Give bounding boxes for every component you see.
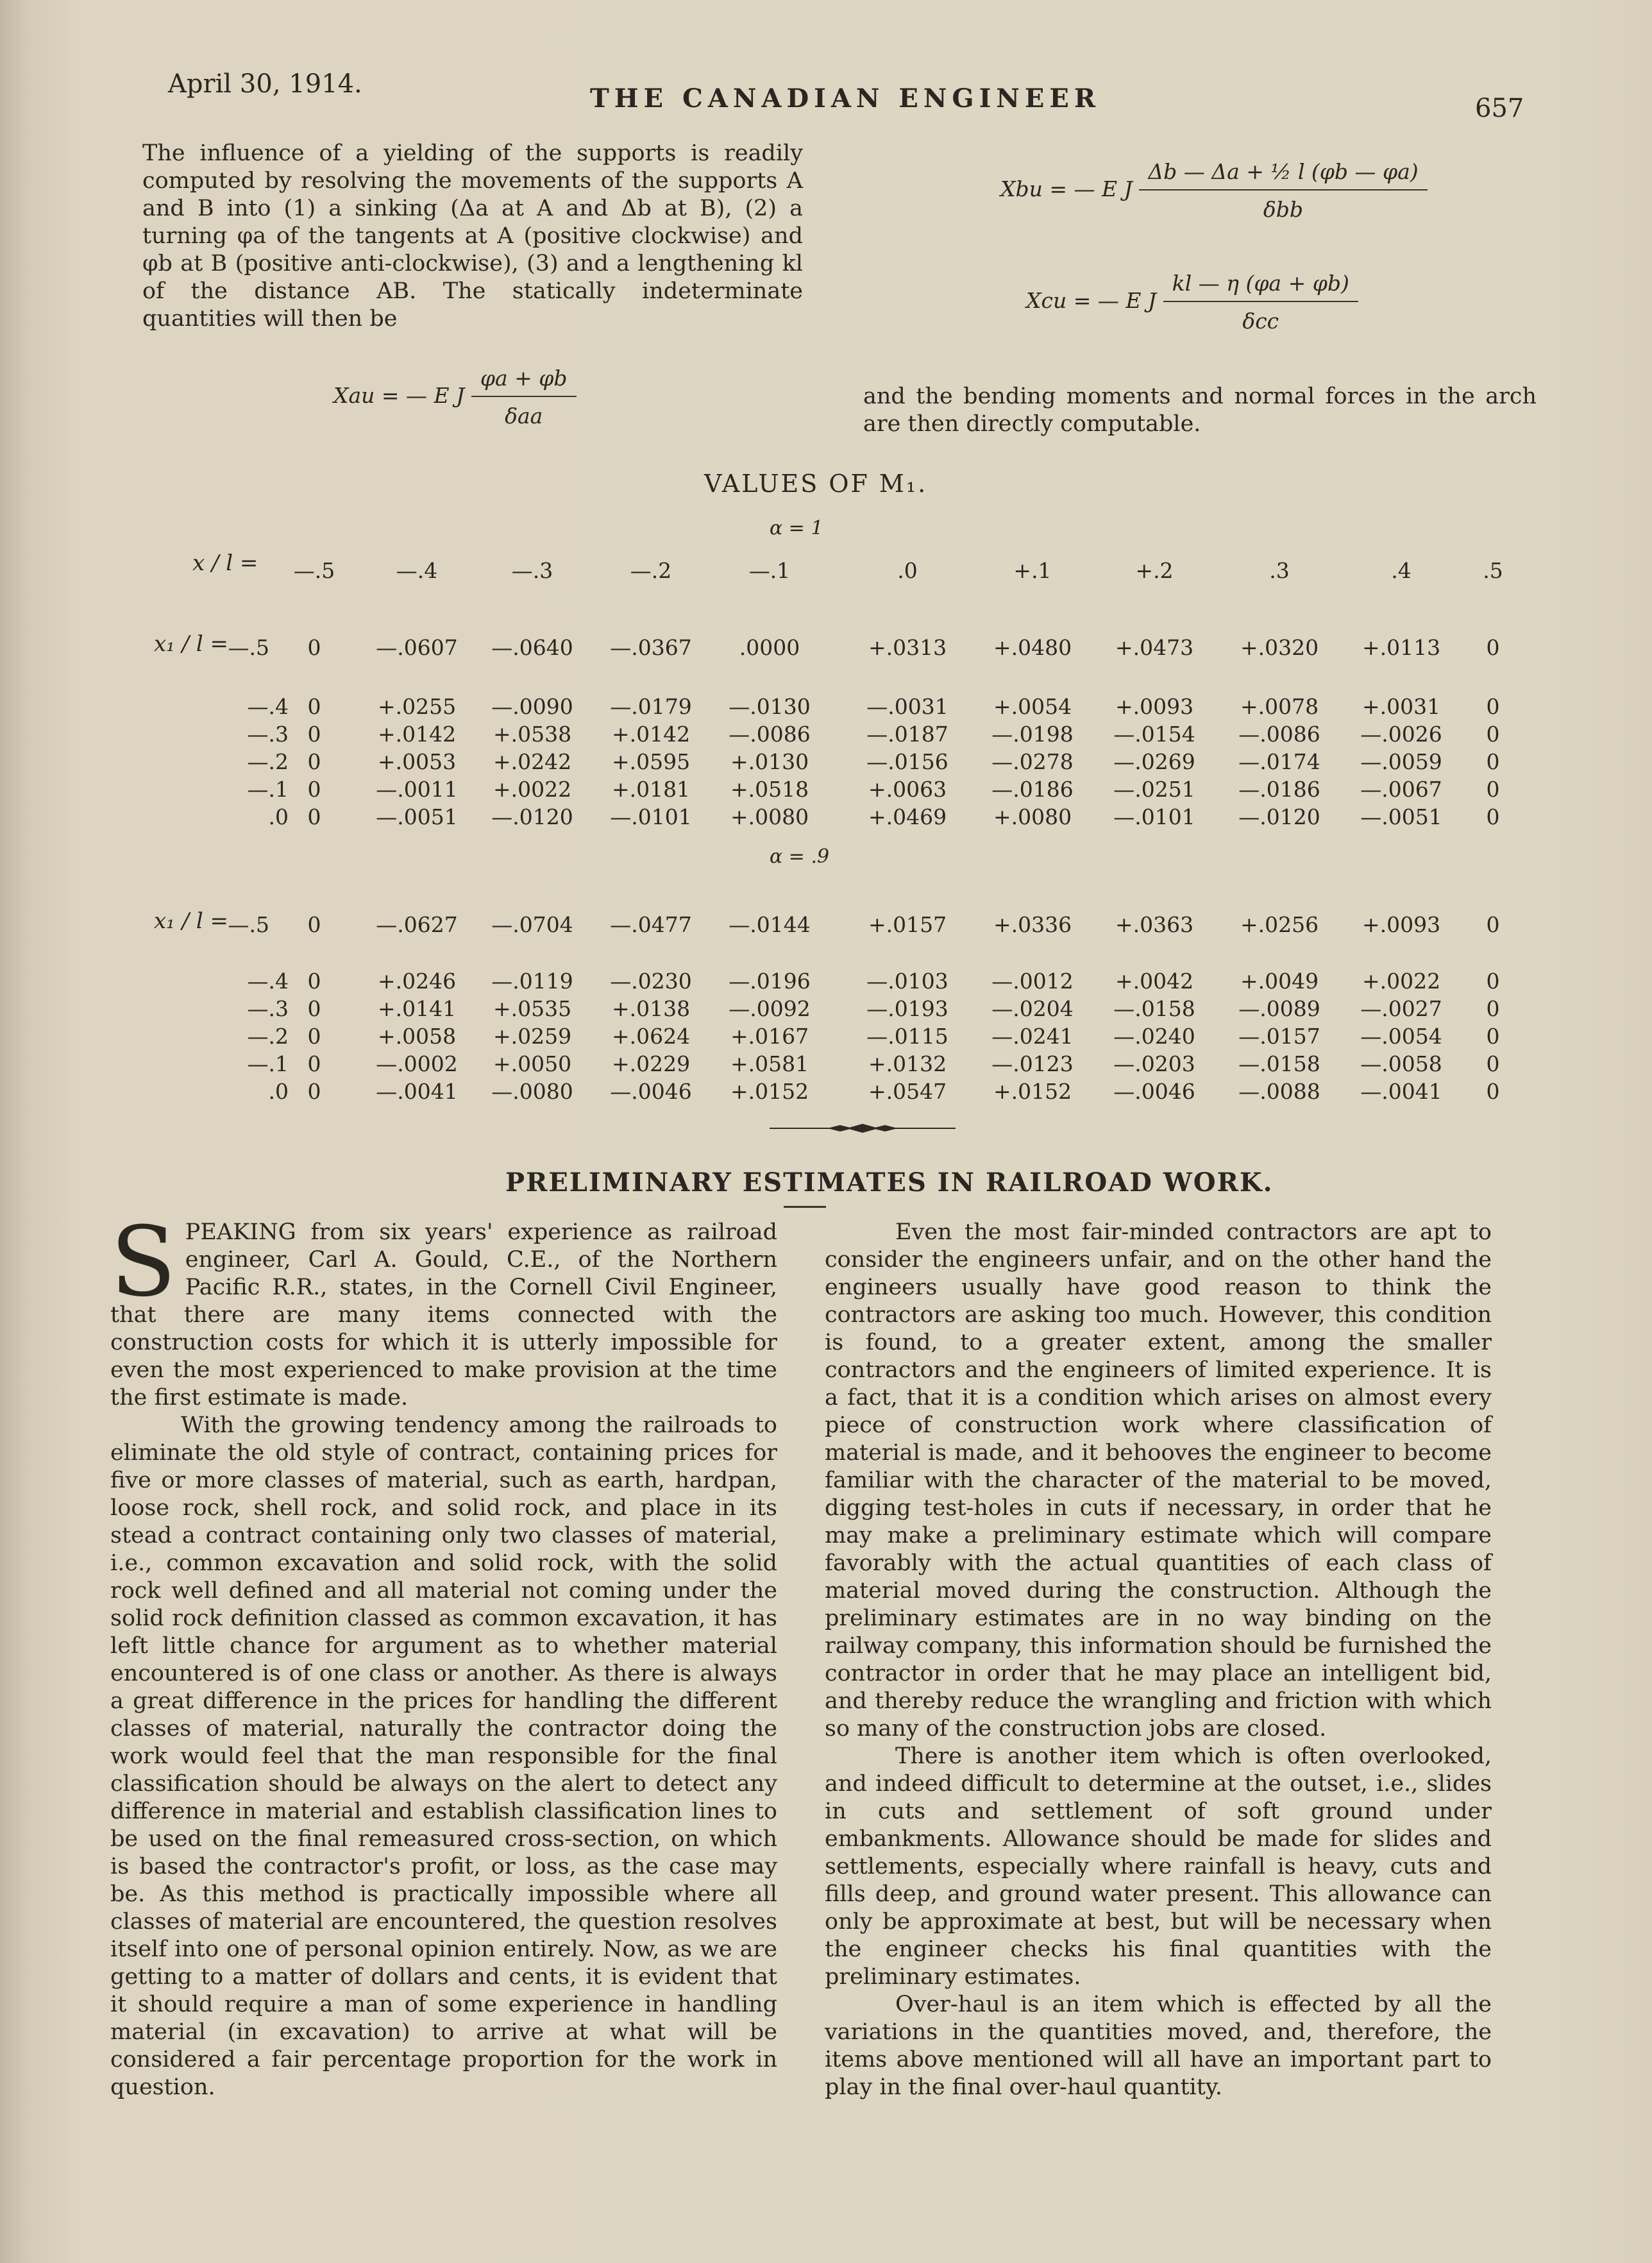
table-cell: +.0242 (493, 749, 572, 774)
column-header: +.2 (1135, 558, 1174, 583)
article-right-column (825, 1219, 1492, 2101)
table-cell: —.0054 (1360, 1024, 1442, 1049)
formula-xbu-lhs: Xbu = — E J (1000, 176, 1133, 201)
table-cell: —.0115 (866, 1024, 948, 1049)
formula-xcu-numerator: kl — η (φa + φb) (1163, 271, 1358, 302)
table-title: VALUES OF M₁. (704, 470, 928, 498)
table-cell: —.0059 (1360, 749, 1442, 774)
table-cell: —.0120 (1238, 804, 1320, 829)
table-cell: —.0031 (866, 694, 948, 719)
table-cell: +.0229 (611, 1051, 691, 1076)
table-cell: +.0031 (1361, 694, 1441, 719)
table-cell: —.0123 (991, 1051, 1074, 1076)
table-cell: +.0113 (1361, 635, 1441, 660)
article-paragraph-2: With the growing tendency among the railroads to eliminate the old style of contract, containing prices for five or more classes of material, such as earth, hardpan, loose rock, shell rock, and solid rock, and place in its stead a contract containing only two classes of material, i.e., common excavation and solid rock, with the solid rock well defined and all material not coming under the solid rock definition classed as common excavation, it has left little chance for argument as to whether material encountered is of one class or another. As there is always a great difference in the prices for handling the different classes of material, naturally the contractor doing the work would feel that the man responsible for the final classification should be always on the alert to detect any difference in material and establish classification lines to be used on the final remeasured cross-section, on which is based the contractor's profit, or loss, as the case may be. As this method is practically impossible where all classes of material are encountered, the question resolves itself into one of personal opinion entirely. Now, as we are getting to a matter of dollars and cents, it is evident that it should require a man of some experience in handling material (in excavation) to arrive at what will be considered a fair percentage proportion for the work in question. (110, 1412, 777, 2100)
table-cell: —.0640 (491, 635, 573, 660)
table-cell: +.0132 (868, 1051, 947, 1076)
table-cell: —.0186 (1238, 777, 1320, 802)
table-cell: —.0026 (1360, 722, 1442, 747)
table-cell: 0 (307, 749, 321, 774)
table-cell: +.0050 (493, 1051, 572, 1076)
table-cell: —.0278 (991, 749, 1074, 774)
formula-xcu-lhs: Xcu = — E J (1026, 288, 1157, 313)
table-cell: +.0063 (868, 777, 947, 802)
table-cell: +.0595 (611, 749, 691, 774)
table-cell: +.0256 (1240, 912, 1319, 937)
table-cell: +.0336 (993, 912, 1072, 937)
table-cell: +.0080 (730, 804, 809, 829)
column-header: —.1 (748, 558, 791, 583)
table-cell: 0 (1486, 694, 1500, 719)
table-cell: +.0255 (377, 694, 457, 719)
table-cell: —.0230 (610, 969, 692, 994)
table-cell: +.0246 (377, 969, 457, 994)
table-cell: —.0080 (491, 1079, 573, 1104)
table-cell: +.0022 (493, 777, 572, 802)
title-rule (784, 1206, 826, 1208)
table-cell: 0 (307, 694, 321, 719)
table-cell: +.0167 (730, 1024, 809, 1049)
formula-xcu (1026, 271, 1358, 334)
formula-xau (333, 366, 577, 428)
table-cell: —.0627 (376, 912, 458, 937)
formula-xau-numerator: φa + φb (471, 366, 577, 397)
table-cell: +.0054 (993, 694, 1072, 719)
table-cell: +.0535 (493, 996, 572, 1021)
table-cell: 0 (1486, 996, 1500, 1021)
table-cell: +.0141 (377, 996, 457, 1021)
alpha-label-2: α = .9 (770, 845, 830, 868)
row-header: —.1 (247, 777, 289, 802)
table-cell: —.0130 (729, 694, 811, 719)
table-cell: —.0269 (1113, 749, 1195, 774)
row-header: —.5 (228, 912, 269, 937)
table-cell: +.0078 (1240, 694, 1319, 719)
issue-date: April 30, 1914. (168, 69, 362, 99)
table-cell: —.0119 (491, 969, 573, 994)
journal-title: THE CANADIAN ENGINEER (590, 83, 1101, 114)
column-header: —.4 (396, 558, 438, 583)
table-cell: —.0012 (991, 969, 1074, 994)
table-cell: +.0053 (377, 749, 457, 774)
x-ratio-label: x / l = (192, 550, 258, 576)
table-cell: —.0179 (610, 694, 692, 719)
formula-xbu-numerator: Δb — Δa + ½ l (φb — φa) (1139, 159, 1427, 191)
table-cell: 0 (1486, 1079, 1500, 1104)
table-cell: —.0103 (866, 969, 948, 994)
table-cell: —.0090 (491, 694, 573, 719)
formula-note: and the bending moments and normal forces in the arch are then directly computable. (863, 384, 1537, 437)
table-cell: 0 (307, 722, 321, 747)
table-cell: —.0086 (1238, 722, 1320, 747)
table-cell: 0 (1486, 777, 1500, 802)
table-cell: —.0607 (376, 635, 458, 660)
row-header: —.4 (247, 694, 289, 719)
table-cell: —.0041 (1360, 1079, 1442, 1104)
article-paragraph-3: Even the most fair-minded contractors are apt to consider the engineers unfair, and on the other hand the engineers usually have good reason to think the contractors are asking too much. However, this condition is found, to a greater extent, among the smaller contractors and the engineers of limited experience. It is a fact, that it is a condition which arises on almost every piece of construction work where classification of material is made, and it behooves the engineer to become familiar with the character of the material to be moved, digging test-holes in cuts if necessary, in order that he may make a preliminary estimate which will compare favorably with the actual quantities of each class of material moved during the construction. Although the preliminary estimates are in no way binding on the railway company, this information should be furnished the contractor in order that he may place an intelligent bid, and thereby reduce the wrangling and friction with which so many of the construction jobs are closed. (825, 1219, 1492, 1742)
x1-ratio-label: x₁ / l = (154, 908, 229, 934)
row-header: —.5 (228, 635, 269, 660)
table-cell: +.0313 (868, 635, 947, 660)
formula-xau-fraction (471, 366, 577, 428)
table-cell: —.0157 (1238, 1024, 1320, 1049)
table-cell: +.0080 (993, 804, 1072, 829)
table-cell: 0 (307, 969, 321, 994)
table-cell: +.0518 (730, 777, 809, 802)
table-cell: +.0259 (493, 1024, 572, 1049)
article-left-column (110, 1207, 777, 2101)
table-cell: —.0156 (866, 749, 948, 774)
table-cell: —.0193 (866, 996, 948, 1021)
formula-xcu-denominator: δcc (1242, 309, 1279, 334)
table-cell: +.0142 (377, 722, 457, 747)
column-header: .3 (1269, 558, 1290, 583)
table-cell: +.0181 (611, 777, 691, 802)
table-cell: +.0022 (1361, 969, 1441, 994)
table-cell: —.0092 (729, 996, 811, 1021)
table-cell: —.0187 (866, 722, 948, 747)
row-header: .0 (268, 1079, 289, 1104)
table-cell: 0 (307, 912, 321, 937)
table-cell: +.0469 (868, 804, 947, 829)
row-header: —.2 (247, 749, 289, 774)
table-cell: +.0152 (730, 1079, 809, 1104)
table-cell: +.0581 (730, 1051, 809, 1076)
table-cell: 0 (1486, 969, 1500, 994)
table-cell: —.0011 (376, 777, 458, 802)
table-cell: +.0538 (493, 722, 572, 747)
article-title: PRELIMINARY ESTIMATES IN RAILROAD WORK. (505, 1167, 1274, 1198)
table-cell: —.0367 (610, 635, 692, 660)
table-cell: —.0240 (1113, 1024, 1195, 1049)
row-header: —.2 (247, 1024, 289, 1049)
column-header: —.3 (511, 558, 553, 583)
table-cell: 0 (307, 777, 321, 802)
table-cell: .0000 (739, 635, 800, 660)
table-cell: —.0203 (1113, 1051, 1195, 1076)
table-cell: —.0251 (1113, 777, 1195, 802)
intro-paragraph: The influence of a yielding of the supports is readily computed by resolving the movements of the supports A and B into (1) a sinking (Δa at A and Δb at B), (2) a turning φa of the tangents at A (positive clockwise) and φb at B (positive anti-clockwise), (3) and a lengthening kl of the distance AB. The statically indeterminate quantities will then be (142, 140, 803, 332)
article-paragraph-5: Over-haul is an item which is effected by all the variations in the quantities moved, and, therefore, the items above mentioned will all have an important part to play in the final over-haul quantity. (825, 1992, 1492, 2100)
article-paragraph-1 (110, 1207, 777, 1412)
table-cell: +.0363 (1115, 912, 1194, 937)
column-header: +.1 (1013, 558, 1052, 583)
table-cell: —.0174 (1238, 749, 1320, 774)
table-cell: —.0041 (376, 1079, 458, 1104)
article-paragraph-1-text: PEAKING from six years' experience as railroad engineer, Carl A. Gould, C.E., of the Northern Pacific R.R., states, in the Cornell Civil Engineer, that there are many items connected with the construction costs for which it is utterly impossible for even the most experienced to make provision at the time the first estimate is made. (110, 1219, 777, 1411)
column-header: .4 (1391, 558, 1412, 583)
table-cell: —.0088 (1238, 1079, 1320, 1104)
row-header: —.4 (247, 969, 289, 994)
table-cell: —.0086 (729, 722, 811, 747)
column-header: .0 (897, 558, 918, 583)
table-cell: +.0152 (993, 1079, 1072, 1104)
table-cell: —.0198 (991, 722, 1074, 747)
table-cell: —.0704 (491, 912, 573, 937)
table-cell: —.0186 (991, 777, 1074, 802)
table-cell: +.0130 (730, 749, 809, 774)
table-cell: +.0058 (377, 1024, 457, 1049)
formula-xau-lhs: Xau = — E J (333, 383, 465, 408)
x1-ratio-label: x₁ / l = (154, 631, 229, 657)
table-cell: —.0101 (610, 804, 692, 829)
table-cell: —.0120 (491, 804, 573, 829)
table-cell: —.0046 (610, 1079, 692, 1104)
table-cell: 0 (1486, 1024, 1500, 1049)
formula-xcu-fraction (1163, 271, 1358, 334)
table-cell: +.0093 (1361, 912, 1441, 937)
table-cell: +.0138 (611, 996, 691, 1021)
row-header: —.1 (247, 1051, 289, 1076)
table-cell: —.0002 (376, 1051, 458, 1076)
table-cell: —.0204 (991, 996, 1074, 1021)
page-number: 657 (1475, 94, 1524, 123)
table-cell: 0 (1486, 722, 1500, 747)
table-cell: —.0027 (1360, 996, 1442, 1021)
table-cell: 0 (307, 1079, 321, 1104)
table-cell: —.0067 (1360, 777, 1442, 802)
table-cell: —.0241 (991, 1024, 1074, 1049)
table-cell: +.0480 (993, 635, 1072, 660)
formula-xau-denominator: δaa (505, 403, 543, 428)
drop-cap: S (110, 1207, 176, 1318)
table-cell: —.0158 (1113, 996, 1195, 1021)
article-paragraph-4: There is another item which is often overlooked, and indeed difficult to determine at the outset, i.e., slides in cuts and settlement of soft ground under embankments. Allowance should be made for slides and settlements, especially where rainfall is heavy, cuts and fills deep, and ground water present. This allowance can only be approximate at best, but will be necessary when the engineer checks his final quantities with the preliminary estimates. (825, 1743, 1492, 1990)
table-cell: 0 (307, 1051, 321, 1076)
table-cell: +.0547 (868, 1079, 947, 1104)
table-cell: +.0473 (1115, 635, 1194, 660)
table-cell: —.0101 (1113, 804, 1195, 829)
row-header: —.3 (247, 722, 289, 747)
table-cell: —.0477 (610, 912, 692, 937)
formula-xbu (1000, 159, 1428, 222)
table-cell: 0 (1486, 635, 1500, 660)
row-header: —.3 (247, 996, 289, 1021)
ornamental-rule (770, 1124, 956, 1133)
column-header: .5 (1483, 558, 1503, 583)
column-header: —.5 (293, 558, 335, 583)
table-cell: 0 (307, 996, 321, 1021)
table-cell: —.0089 (1238, 996, 1320, 1021)
table-cell: +.0624 (611, 1024, 691, 1049)
formula-xbu-denominator: δbb (1263, 197, 1304, 222)
table-cell: —.0058 (1360, 1051, 1442, 1076)
table-cell: 0 (307, 635, 321, 660)
table-cell: +.0093 (1115, 694, 1194, 719)
table-cell: 0 (307, 1024, 321, 1049)
table-cell: +.0157 (868, 912, 947, 937)
table-cell: —.0046 (1113, 1079, 1195, 1104)
table-cell: +.0142 (611, 722, 691, 747)
table-cell: —.0144 (729, 912, 811, 937)
table-cell: —.0051 (1360, 804, 1442, 829)
column-header: —.2 (630, 558, 672, 583)
table-cell: +.0042 (1115, 969, 1194, 994)
table-cell: —.0158 (1238, 1051, 1320, 1076)
table-cell: —.0154 (1113, 722, 1195, 747)
table-cell: —.0051 (376, 804, 458, 829)
table-cell: +.0320 (1240, 635, 1319, 660)
table-cell: +.0049 (1240, 969, 1319, 994)
table-cell: 0 (1486, 804, 1500, 829)
table-cell: 0 (1486, 749, 1500, 774)
table-cell: —.0196 (729, 969, 811, 994)
table-cell: 0 (1486, 912, 1500, 937)
row-header: .0 (268, 804, 289, 829)
table-cell: 0 (307, 804, 321, 829)
alpha-label-1: α = 1 (770, 517, 823, 539)
table-cell: 0 (1486, 1051, 1500, 1076)
formula-xbu-fraction (1139, 159, 1427, 222)
